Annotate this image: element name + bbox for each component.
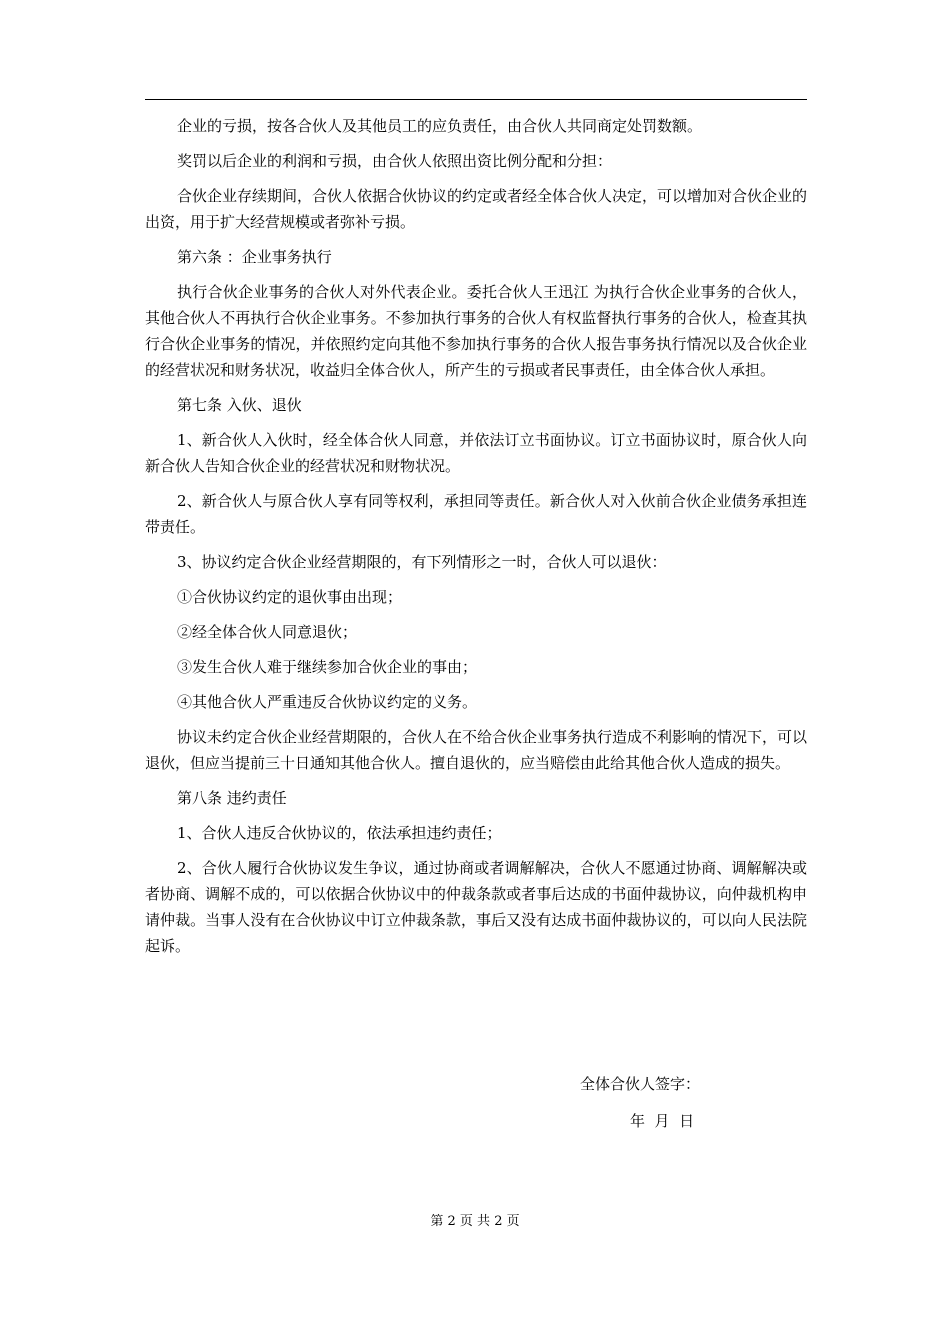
document-body (145, 113, 807, 968)
paragraph: 1、新合伙人入伙时，经全体合伙人同意，并依法订立书面协议。订立书面协议时，原合伙人向新合伙人告知合伙企业的经营状况和财物状况。 (145, 431, 807, 475)
section-heading-article-8: 第八条 违约责任 (177, 789, 287, 807)
date-label: 年 月 日 (630, 1112, 695, 1130)
header-rule (145, 99, 807, 100)
paragraph: 2、新合伙人与原合伙人享有同等权利，承担同等责任。新合伙人对入伙前合伙企业债务承担连带责任。 (145, 492, 807, 536)
signature-label: 全体合伙人签字： (580, 1075, 701, 1093)
paragraph: 1、合伙人违反合伙协议的，依法承担违约责任； (177, 824, 502, 842)
paragraph: 3、协议约定合伙企业经营期限的，有下列情形之一时，合伙人可以退伙： (177, 553, 667, 571)
list-item: ④其他合伙人严重违反合伙协议约定的义务。 (177, 693, 478, 711)
paragraph: 执行合伙企业事务的合伙人对外代表企业。委托合伙人王迅江 为执行合伙企业事务的合伙人，其他合伙人不再执行合伙企业事务。不参加执行事务的合伙人有权监督执行事务的合伙人，检查其执行合伙企业事务的情况，并依照约定向其他不参加执行事务的合伙人报告事务执行情况以及合伙企业的经营状况和财务状况，收益归全体合伙人，所产生的亏损或者民事责任，由全体合伙人承担。 (145, 283, 807, 379)
list-item: ①合伙协议约定的退伙事由出现； (177, 588, 403, 606)
paragraph: 奖罚以后企业的利润和亏损，由合伙人依照出资比例分配和分担： (177, 152, 613, 170)
paragraph: 企业的亏损，按各合伙人及其他员工的应负责任，由合伙人共同商定处罚数额。 (177, 117, 703, 135)
page-footer: 第 2 页 共 2 页 (430, 1214, 520, 1229)
section-heading-article-6: 第六条 ：企业事务执行 (177, 248, 332, 266)
section-heading-article-7: 第七条 入伙、退伙 (177, 396, 302, 414)
list-item: ②经全体合伙人同意退伙； (177, 623, 358, 641)
paragraph: 合伙企业存续期间，合伙人依据合伙协议的约定或者经全体合伙人决定，可以增加对合伙企业的出资，用于扩大经营规模或者弥补亏损。 (145, 187, 808, 231)
list-item: ③发生合伙人难于继续参加合伙企业的事由； (177, 658, 478, 676)
paragraph: 协议未约定合伙企业经营期限的，合伙人在不给合伙企业事务执行造成不利影响的情况下，可以退伙，但应当提前三十日通知其他合伙人。擅自退伙的，应当赔偿由此给其他合伙人造成的损失。 (145, 728, 808, 772)
paragraph: 2、合伙人履行合伙协议发生争议，通过协商或者调解解决，合伙人不愿通过协商、调解解决或者协商、调解不成的，可以依据合伙协议中的仲裁条款或者事后达成的书面仲裁协议，向仲裁机构申请仲裁。当事人没有在合伙协议中订立仲裁条款，事后又没有达成书面仲裁协议的，可以向人民法院起诉。 (145, 859, 807, 955)
